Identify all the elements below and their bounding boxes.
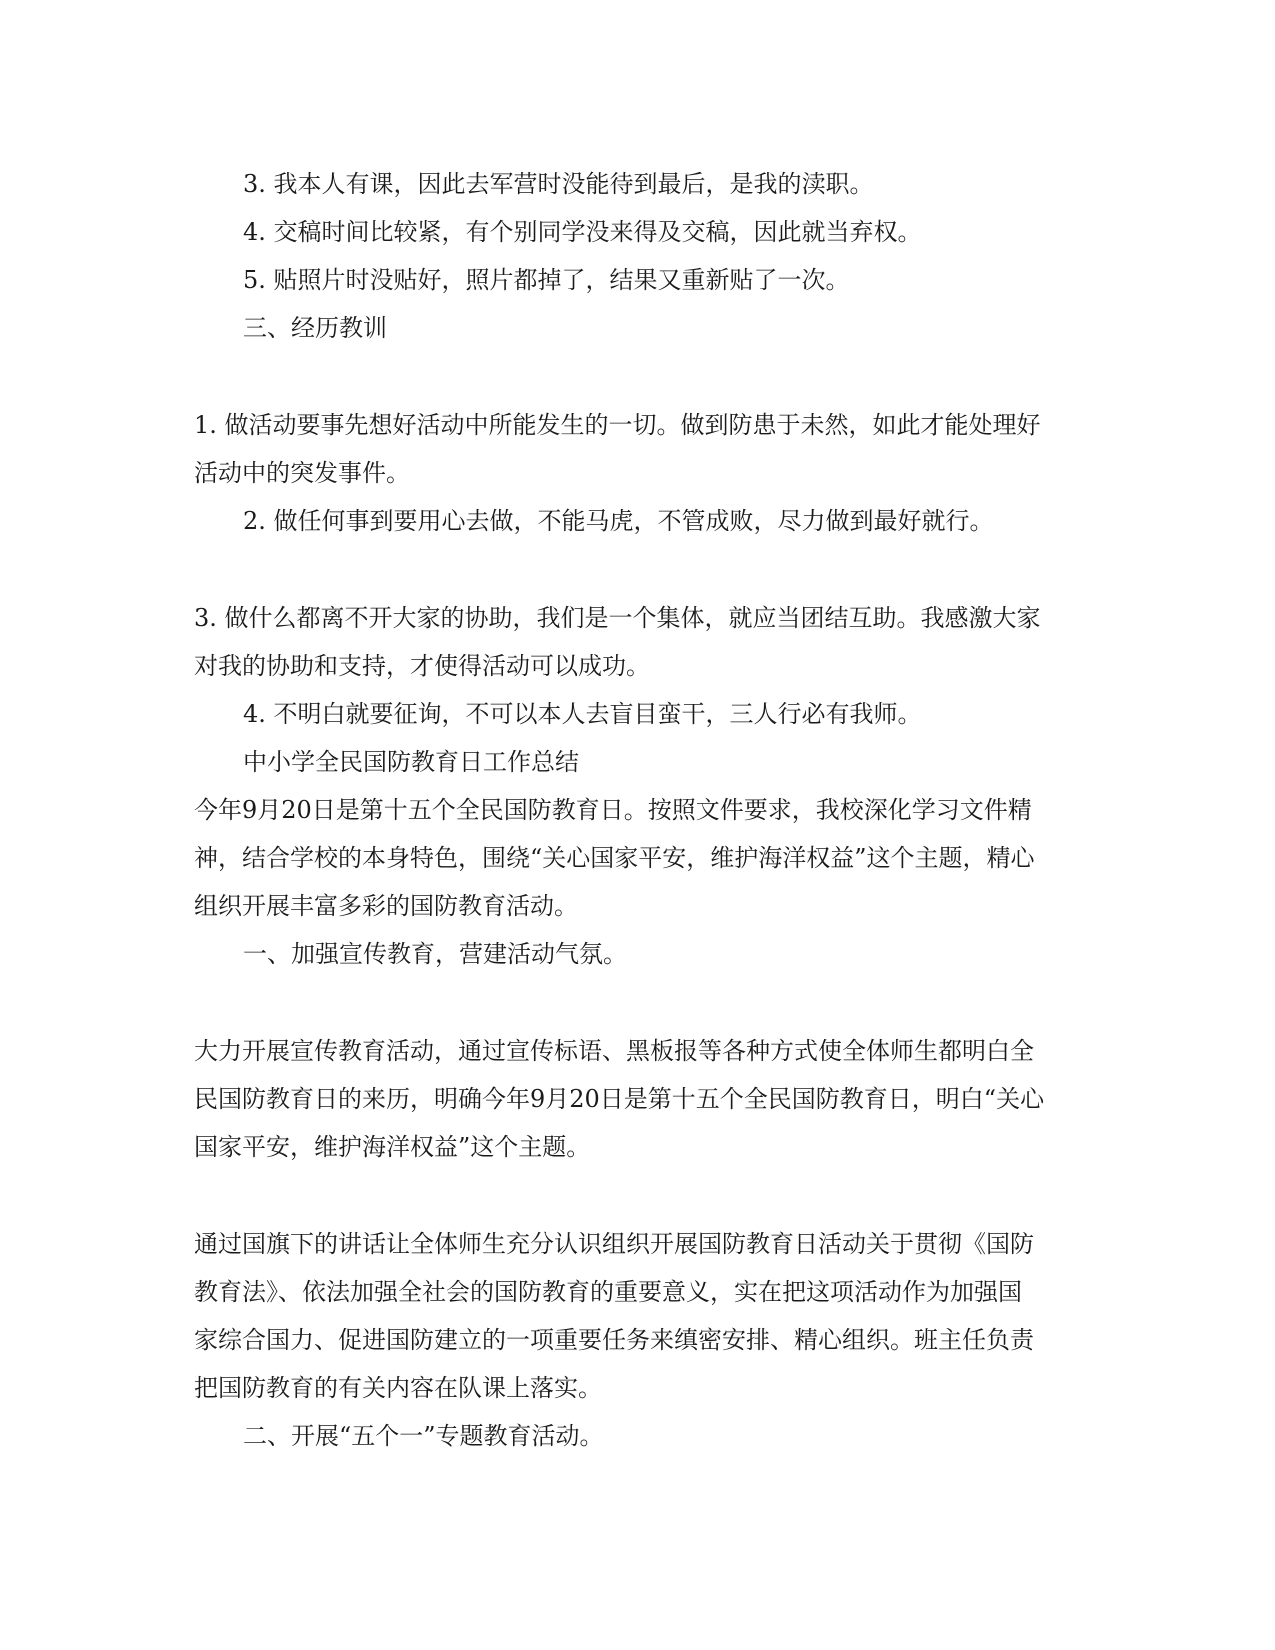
list-item-4: 4. 交稿时间比较紧，有个别同学没来得及交稿，因此就当弃权。 (243, 218, 922, 246)
section-heading-2: 二、开展“五个一”专题教育活动。 (243, 1422, 604, 1450)
lesson-3-line-2: 对我的协助和支持，才使得活动可以成功。 (194, 652, 650, 680)
lesson-4: 4. 不明白就要征询，不可以本人去盲目蛮干，三人行必有我师。 (243, 700, 922, 728)
paragraph-2-line-3: 家综合国力、促进国防建立的一项重要任务来缜密安排、精心组织。班主任负责 (194, 1326, 1034, 1354)
intro-line-2: 神，结合学校的本身特色，围绕“关心国家平安，维护海洋权益”这个主题，精心 (194, 844, 1035, 872)
paragraph-1-line-3: 国家平安，维护海洋权益”这个主题。 (194, 1133, 591, 1161)
lesson-3-line-1: 3. 做什么都离不开大家的协助，我们是一个集体，就应当团结互助。我感激大家 (194, 604, 1041, 632)
document-title: 中小学全民国防教育日工作总结 (243, 748, 579, 776)
section-heading-lessons: 三、经历教训 (243, 314, 387, 342)
list-item-3: 3. 我本人有课，因此去军营时没能待到最后，是我的渎职。 (243, 170, 874, 198)
paragraph-2-line-1: 通过国旗下的讲话让全体师生充分认识组织开展国防教育日活动关于贯彻《国防 (194, 1230, 1034, 1258)
lesson-2: 2. 做任何事到要用心去做，不能马虎，不管成败，尽力做到最好就行。 (243, 507, 994, 535)
intro-line-1: 今年9月20日是第十五个全民国防教育日。按照文件要求，我校深化学习文件精 (194, 796, 1032, 824)
list-item-5: 5. 贴照片时没贴好，照片都掉了，结果又重新贴了一次。 (243, 266, 850, 294)
intro-line-3: 组织开展丰富多彩的国防教育活动。 (194, 892, 578, 920)
lesson-1-line-2: 活动中的突发事件。 (194, 459, 410, 487)
paragraph-2-line-2: 教育法》、依法加强全社会的国防教育的重要意义，实在把这项活动作为加强国 (194, 1278, 1022, 1306)
paragraph-1-line-2: 民国防教育日的来历，明确今年9月20日是第十五个全民国防教育日，明白“关心 (194, 1085, 1045, 1113)
lesson-1-line-1: 1. 做活动要事先想好活动中所能发生的一切。做到防患于未然，如此才能处理好 (194, 411, 1041, 439)
paragraph-1-line-1: 大力开展宣传教育活动，通过宣传标语、黑板报等各种方式使全体师生都明白全 (194, 1037, 1034, 1065)
paragraph-2-line-4: 把国防教育的有关内容在队课上落实。 (194, 1374, 602, 1402)
section-heading-1: 一、加强宣传教育，营建活动气氛。 (243, 940, 627, 968)
